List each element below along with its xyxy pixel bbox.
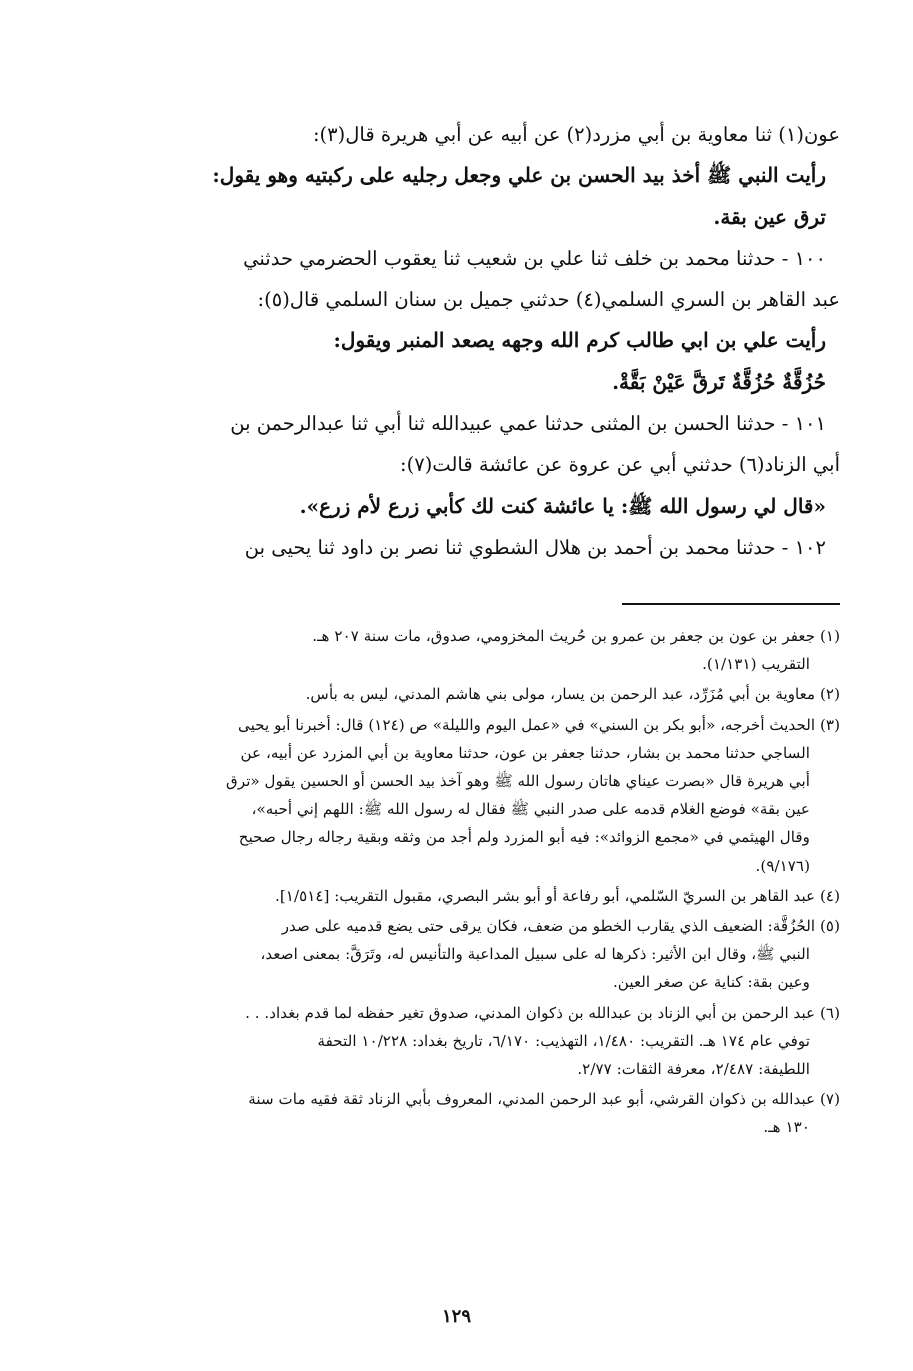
footnote-line: (٩/١٧٦). xyxy=(755,856,810,875)
footnote-4 xyxy=(98,882,840,910)
footnote-line: (٥) الحُزُقَّة: الضعيف الذي يقارب الخطو من ضعف، فكان يرقى حتى يضع قدميه على صدر xyxy=(281,917,840,936)
footnote-2 xyxy=(98,680,840,708)
hadith-text: رأيت النبي ﷺ أخذ بيد الحسن بن علي وجعل رجليه على ركبتيه وهو يقول: xyxy=(212,163,826,188)
hadith-text: حُزُقَّةٌ حُزُقَّةٌ تَرقَّ عَيْنْ بَقَّةْ. xyxy=(612,369,826,394)
footnote-line: (٦) عبد الرحمن بن أبي الزناد بن عبدالله بن ذكوان المدني، صدوق تغير حفظه لما قدم بغداد. . . xyxy=(245,1003,840,1022)
footnote-1 xyxy=(98,622,840,678)
footnote-line: الساجي حدثنا محمد بن بشار، حدثنا جعفر بن عون، حدثنا معاوية بن أبي المزرد عن أبيه، عن xyxy=(240,743,810,762)
hadith-text: ترق عين بقة. xyxy=(713,204,826,229)
footnote-7 xyxy=(98,1085,840,1141)
footnote-line: ١٣٠ هـ. xyxy=(763,1118,810,1137)
footnote-line: (٧) عبدالله بن ذكوان القرشي، أبو عبد الرحمن المدني، المعروف بأبي الزناد ثقة فقيه مات سنة xyxy=(248,1090,840,1109)
footnote-line: توفي عام ١٧٤ هـ. التقريب: ١/٤٨٠، التهذيب: ٦/١٧٠، تاريخ بغداد: ١٠/٢٢٨ التحفة xyxy=(317,1031,810,1050)
page-number: ١٢٩ xyxy=(441,1306,471,1327)
footnote-line: (٢) معاوية بن أبي مُزَرِّد، عبد الرحمن بن يسار، مولى بني هاشم المدني، ليس به بأس. xyxy=(305,685,840,704)
footnote-line: اللطيفة: ٢/٤٨٧، معرفة الثقات: ٢/٧٧. xyxy=(577,1060,810,1079)
main-text xyxy=(98,114,840,568)
hadith-number-line: ١٠٢ - حدثنا محمد بن أحمد بن هلال الشطوي ثنا نصر بن داود ثنا يحيى بن xyxy=(244,535,826,559)
footnote-line: (٤) عبد القاهر بن السريّ السّلمي، أبو رفاعة أو أبو بشر البصري، مقبول التقريب: [١/٥١٤]. xyxy=(275,886,840,905)
footnote-line: (١) جعفر بن عون بن جعفر بن عمرو بن حُريث المخزومي، صدوق، مات سنة ٢٠٧ هـ. xyxy=(312,627,840,645)
footnote-6 xyxy=(98,999,840,1084)
footnote-line: أبي هريرة قال «بصرت عيناي هاتان رسول الله ﷺ وهو آخذ بيد الحسن أو الحسين يقول «ترق xyxy=(226,772,810,791)
footnote-line: وقال الهيثمي في «مجمع الزوائد»: فيه أبو المزرد ولم أجد من وثقه وبقية رجاله رجال صحيح xyxy=(238,828,810,847)
hadith-number-line: ١٠٠ - حدثنا محمد بن خلف ثنا علي بن شعيب ثنا يعقوب الحضرمي حدثني xyxy=(243,246,826,270)
footnote-line: وعين بقة: كناية عن صغر العين. xyxy=(612,973,810,992)
footnote-separator xyxy=(622,603,840,605)
footnote-line: (٣) الحديث أخرجه، «أبو بكر بن السني» في «عمل اليوم والليلة» ص (١٢٤) قال: أخبرنا أبو يحيى xyxy=(238,715,840,734)
hadith-text: رأيت علي بن ابي طالب كرم الله وجهه يصعد المنبر ويقول: xyxy=(333,328,826,353)
text-line: عبد القاهر بن السري السلمي(٤) حدثني جميل بن سنان السلمي قال(٥): xyxy=(257,288,840,312)
footnotes xyxy=(98,622,840,1144)
text-line: أبي الزناد(٦) حدثني أبي عن عروة عن عائشة قالت(٧): xyxy=(400,453,840,477)
footnote-line: التقريب (١/١٣١). xyxy=(702,655,810,674)
hadith-number-line: ١٠١ - حدثنا الحسن بن المثنى حدثنا عمي عبيدالله ثنا أبي ثنا عبدالرحمن بن xyxy=(230,412,826,436)
footnote-5 xyxy=(98,912,840,997)
footnote-line: عين بقة» فوضع الغلام قدمه على صدر النبي ﷺ فقال له رسول الله ﷺ: اللهم إني أحبه»، xyxy=(251,800,810,819)
text-line: عون(١) ثنا معاوية بن أبي مزرد(٢) عن أبيه عن أبي هريرة قال(٣): xyxy=(312,123,840,146)
hadith-text: «قال لي رسول الله ﷺ: يا عائشة كنت لك كأبي زرع لأم زرع». xyxy=(299,493,826,518)
footnote-line: النبي ﷺ، وقال ابن الأثير: ذكرها له على سبيل المداعبة والتأنيس له، وتَرَقَّ: بمعنى اصعد، xyxy=(260,945,810,964)
footnote-3 xyxy=(98,711,840,880)
